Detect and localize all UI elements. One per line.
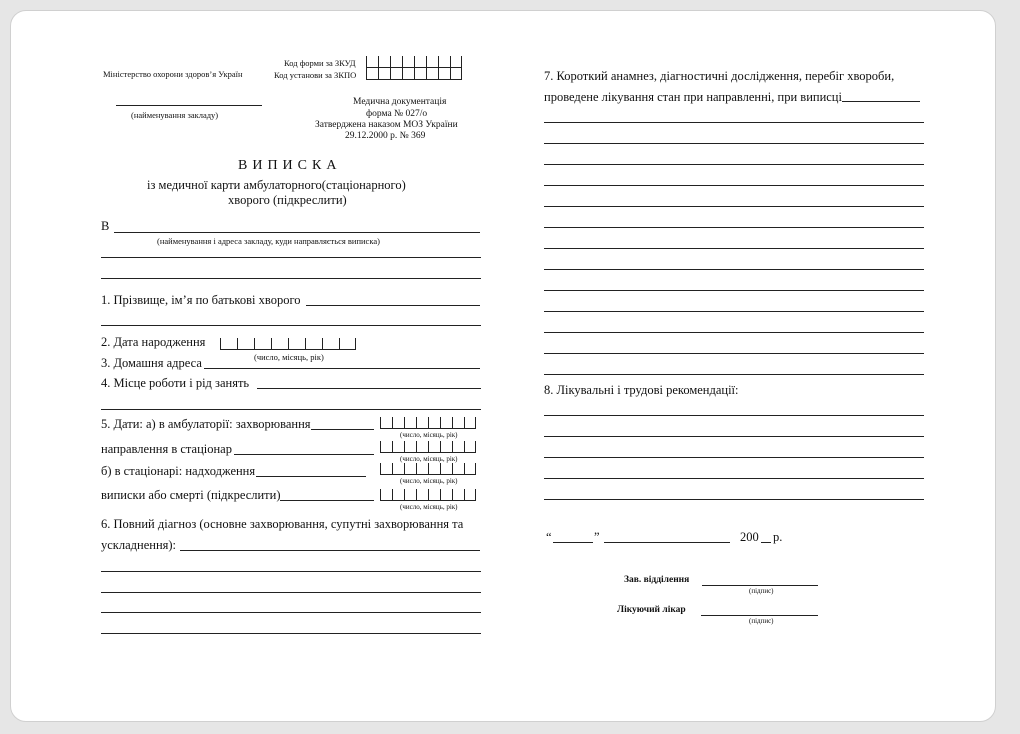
diagnosis-field-line3[interactable] [101, 592, 481, 593]
ambulatory-disease-field[interactable] [311, 429, 374, 430]
destination-field-line3[interactable] [101, 278, 481, 279]
med-doc-line3: Затверджена наказом МОЗ України [315, 120, 458, 130]
recommendations-field-line5[interactable] [544, 499, 924, 500]
discharge-death-date-caption: (число, місяць, рік) [400, 503, 458, 511]
title-subline2: хворого (підкреслити) [228, 193, 347, 207]
recommendations-field-line4[interactable] [544, 478, 924, 479]
anamnesis-field-line6[interactable] [544, 206, 924, 207]
anamnesis-label-line2: проведене лікування стан при направленні, при виписці [544, 90, 842, 104]
hospital-referral-label: направлення в стаціонар [101, 442, 232, 456]
anamnesis-field-line5[interactable] [544, 185, 924, 186]
code-zkpo-boxes[interactable] [366, 68, 462, 80]
recommendations-field-line3[interactable] [544, 457, 924, 458]
birth-date-label: 2. Дата народження [101, 335, 206, 349]
department-head-signature-field[interactable] [702, 585, 818, 586]
date-year-prefix: 200 [740, 530, 759, 544]
anamnesis-field-line10[interactable] [544, 290, 924, 291]
date-close-quote: ” [594, 530, 600, 544]
anamnesis-field[interactable] [842, 101, 920, 102]
recommendations-label: 8. Лікувальні і трудові рекомендації: [544, 383, 739, 397]
department-head-label: Зав. відділення [624, 575, 690, 585]
home-address-field[interactable] [204, 368, 480, 369]
ministry-label: Міністерство охорони здоров’я Україн [103, 69, 243, 79]
birth-date-caption: (число, місяць, рік) [254, 352, 324, 362]
ambulatory-disease-date-caption: (число, місяць, рік) [400, 431, 458, 439]
diagnosis-field[interactable] [180, 550, 480, 551]
hospital-admission-date-boxes[interactable] [380, 463, 476, 475]
anamnesis-field-line3[interactable] [544, 143, 924, 144]
anamnesis-field-line13[interactable] [544, 353, 924, 354]
hospital-referral-field[interactable] [234, 454, 374, 455]
date-day-field[interactable] [553, 542, 593, 543]
institution-name-field[interactable] [116, 105, 262, 106]
patient-name-label: 1. Прізвище, ім’я по батькові хворого [101, 293, 301, 307]
med-doc-line2: форма № 027/о [366, 109, 428, 119]
patient-name-field[interactable] [306, 305, 480, 306]
ambulatory-disease-label: 5. Дати: а) в амбулаторії: захворювання [101, 417, 311, 431]
diagnosis-field-line4[interactable] [101, 612, 481, 613]
destination-caption: (найменування і адреса закладу, куди направляється виписка) [157, 236, 380, 246]
birth-date-boxes[interactable] [220, 338, 356, 350]
destination-field[interactable] [114, 232, 480, 233]
workplace-label: 4. Місце роботи і рід занять [101, 376, 250, 390]
anamnesis-field-line7[interactable] [544, 227, 924, 228]
title-subline1: із медичної карти амбулаторного(стаціонарного) [147, 178, 406, 192]
anamnesis-field-line4[interactable] [544, 164, 924, 165]
date-year-field[interactable] [761, 542, 771, 543]
med-doc-line4: 29.12.2000 р. № 369 [345, 131, 426, 141]
hospital-referral-date-boxes[interactable] [380, 441, 476, 453]
hospital-admission-field[interactable] [256, 476, 366, 477]
hospital-admission-label: б) в стаціонарі: надходження [101, 464, 256, 478]
date-month-field[interactable] [604, 542, 730, 543]
med-doc-line1: Медична документація [353, 97, 447, 107]
ambulatory-disease-date-boxes[interactable] [380, 417, 476, 429]
workplace-field-line2[interactable] [101, 409, 481, 410]
attending-doctor-signature-field[interactable] [701, 615, 818, 616]
workplace-field[interactable] [257, 388, 481, 389]
department-head-signature-caption: (підпис) [749, 587, 774, 595]
destination-field-line2[interactable] [101, 257, 481, 258]
anamnesis-field-line12[interactable] [544, 332, 924, 333]
document-title: ВИПИСКА [238, 158, 342, 173]
anamnesis-field-line11[interactable] [544, 311, 924, 312]
recommendations-field-line1[interactable] [544, 415, 924, 416]
anamnesis-field-line2[interactable] [544, 122, 924, 123]
diagnosis-field-line5[interactable] [101, 633, 481, 634]
diagnosis-label-line1: 6. Повний діагноз (основне захворювання, супутні захворювання та [101, 517, 464, 531]
code-zkud-boxes[interactable] [366, 56, 462, 68]
home-address-label: 3. Домашня адреса [101, 356, 202, 370]
anamnesis-field-line8[interactable] [544, 248, 924, 249]
code-zkpo-label: Код установи за ЗКПО [274, 70, 357, 80]
discharge-death-field[interactable] [280, 500, 374, 501]
attending-doctor-label: Лікуючий лікар [617, 605, 686, 615]
attending-doctor-signature-caption: (підпис) [749, 617, 774, 625]
anamnesis-field-line14[interactable] [544, 374, 924, 375]
anamnesis-label-line1: 7. Короткий анамнез, діагностичні дослідження, перебіг хвороби, [544, 69, 895, 83]
patient-name-field-line2[interactable] [101, 325, 481, 326]
destination-prefix: В [101, 219, 110, 233]
anamnesis-field-line9[interactable] [544, 269, 924, 270]
date-open-quote: “ [546, 530, 552, 544]
discharge-death-date-boxes[interactable] [380, 489, 476, 501]
date-year-suffix: р. [773, 530, 783, 544]
code-zkud-label: Код форми за ЗКУД [284, 58, 356, 68]
hospital-admission-date-caption: (число, місяць, рік) [400, 477, 458, 485]
diagnosis-label-line2: ускладнення): [101, 538, 177, 552]
recommendations-field-line2[interactable] [544, 436, 924, 437]
discharge-death-label: виписки або смерті (підкреслити) [101, 488, 281, 502]
institution-caption: (найменування закладу) [131, 110, 219, 120]
diagnosis-field-line2[interactable] [101, 571, 481, 572]
hospital-referral-date-caption: (число, місяць, рік) [400, 455, 458, 463]
